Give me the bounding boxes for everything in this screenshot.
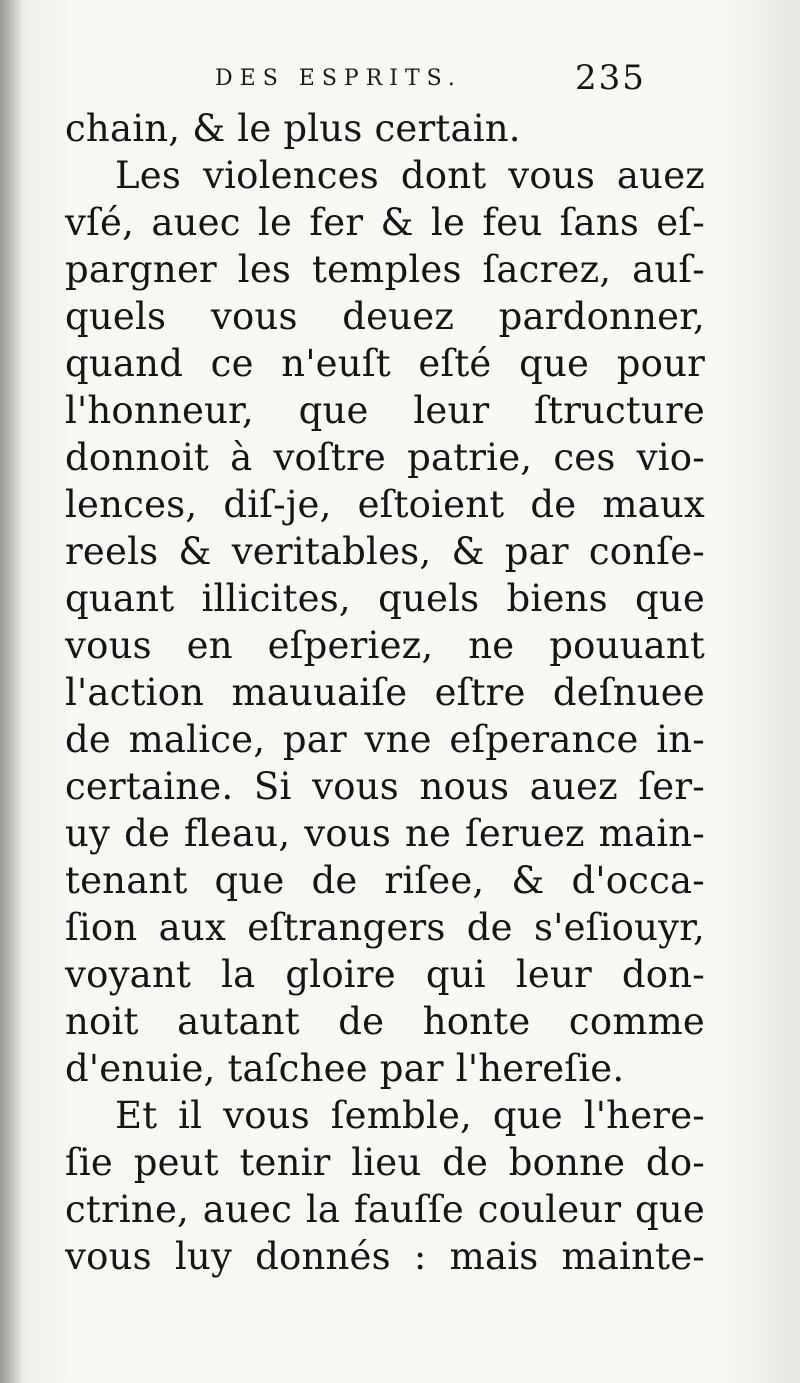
text-line: lences, diſ-je, eſtoient de maux [65,483,705,526]
text-line: quels vous deuez pardonner, [65,295,705,338]
text-line: certaine. Si vous nous auez ſer- [65,765,705,808]
text-line: quant illicites, quels biens que [65,577,705,620]
text-line: vous luy donnés : mais mainte- [65,1235,705,1278]
text-line: ſie peut tenir lieu de bonne do- [65,1141,705,1184]
body-text [65,105,705,1280]
text-line: chain, & le plus certain. [65,107,521,150]
text-line: Et il vous ſemble, que l'here- [115,1094,705,1137]
text-line: tenant que de riſee, & d'occa- [65,859,705,902]
text-line: vſé, auec le fer & le feu ſans eſ- [65,201,705,244]
text-line: pargner les temples ſacrez, auſ- [65,248,705,291]
text-line: noit autant de honte comme [65,1000,705,1043]
text-line: l'honneur, que leur ſtructure [65,389,705,432]
gutter-shadow [0,0,22,1383]
text-line: voyant la gloire qui leur don- [65,953,705,996]
text-line: vous en eſperiez, ne pouuant [65,624,705,667]
text-line: d'enuie, taſchee par l'hereſie. [65,1047,625,1090]
text-line: l'action mauuaiſe eſtre deſnuee [65,671,705,714]
text-line: de malice, par vne eſperance in- [65,718,705,761]
text-line: donnoit à voſtre patrie, ces vio- [65,436,705,479]
text-line: Les violences dont vous auez [115,154,705,197]
text-line: ſion aux eſtrangers de s'eſiouyr, [65,906,705,949]
running-head: DES ESPRITS. [215,66,462,91]
text-line: uy de fleau, vous ne ſeruez main- [65,812,705,855]
text-line: reels & veritables, & par conſe- [65,530,705,573]
page-number: 235 [575,58,646,98]
text-line: quand ce n'euſt eſté que pour [65,342,705,385]
text-line: ctrine, auec la fauſſe couleur que [65,1188,705,1231]
